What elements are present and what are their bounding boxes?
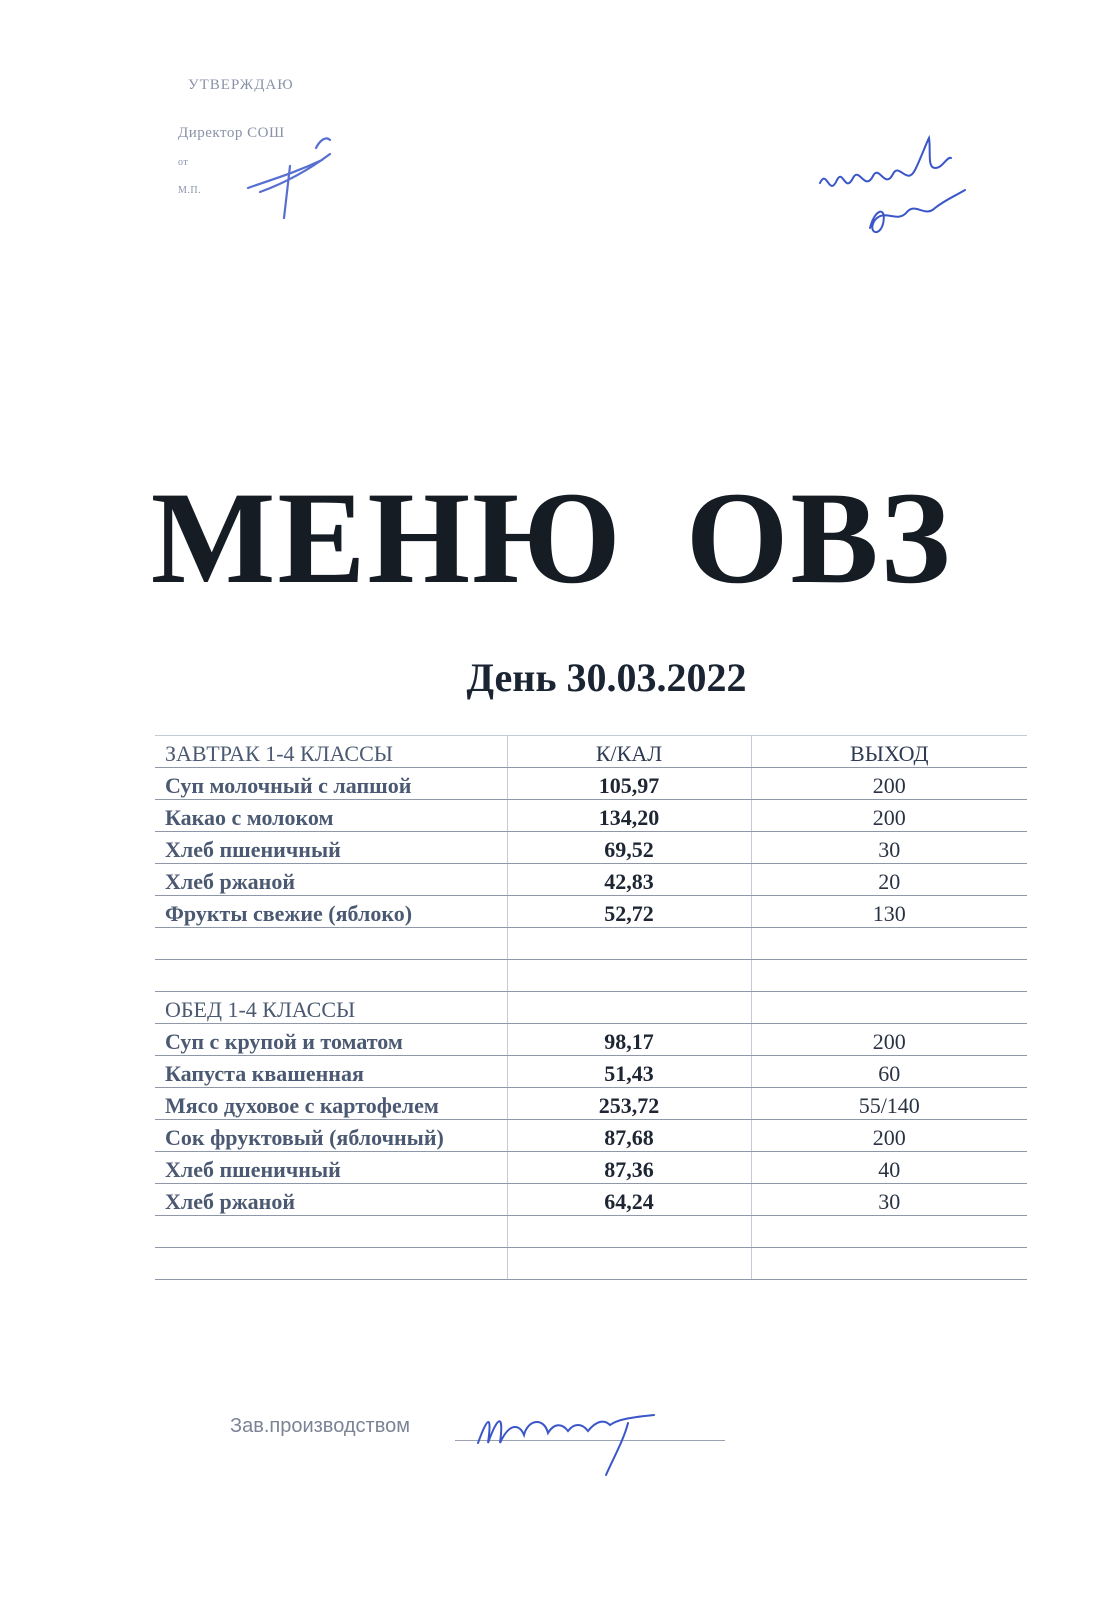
- approval-seal-mark: М.П.: [178, 185, 202, 196]
- table-row: [155, 1216, 1027, 1248]
- table-row: [155, 960, 1027, 992]
- kcal-value: 69,52: [507, 832, 751, 864]
- table-row: [155, 800, 1027, 832]
- table-row: [155, 928, 1027, 960]
- dish-name: [155, 1216, 507, 1248]
- table-section-row: [155, 992, 1027, 1024]
- table-row: [155, 896, 1027, 928]
- kcal-value: 105,97: [507, 768, 751, 800]
- kcal-value: [507, 992, 751, 1024]
- output-value: [751, 992, 1027, 1024]
- kcal-value: К/КАЛ: [507, 736, 751, 768]
- output-value: [751, 1248, 1027, 1280]
- dish-name: Какао с молоком: [155, 800, 507, 832]
- kcal-value: 87,68: [507, 1120, 751, 1152]
- output-value: [751, 960, 1027, 992]
- dish-name: Суп молочный с лапшой: [155, 768, 507, 800]
- output-value: 60: [751, 1056, 1027, 1088]
- approval-position: Директор СОШ: [178, 125, 285, 141]
- dish-name: Хлеб пшеничный: [155, 832, 507, 864]
- output-value: 30: [751, 1184, 1027, 1216]
- dish-name: Сок фруктовый (яблочный): [155, 1120, 507, 1152]
- dish-name: Хлеб ржаной: [155, 1184, 507, 1216]
- output-value: 55/140: [751, 1088, 1027, 1120]
- output-value: [751, 928, 1027, 960]
- dish-name: [155, 960, 507, 992]
- menu-table-body: [155, 736, 1027, 1280]
- approval-date: от: [178, 157, 189, 168]
- kcal-value: [507, 928, 751, 960]
- dish-name: [155, 928, 507, 960]
- output-value: 200: [751, 768, 1027, 800]
- menu-table: [155, 735, 1027, 1280]
- page-title: МЕНЮ ОВЗ: [150, 464, 953, 611]
- table-row: [155, 1152, 1027, 1184]
- dish-name: ЗАВТРАК 1-4 КЛАССЫ: [155, 736, 507, 768]
- table-row: [155, 832, 1027, 864]
- table-header-row: [155, 736, 1027, 768]
- table-row: [155, 1120, 1027, 1152]
- output-value: 200: [751, 800, 1027, 832]
- table-row: [155, 1248, 1027, 1280]
- footer-label: Зав.производством: [230, 1415, 410, 1437]
- kcal-value: 64,24: [507, 1184, 751, 1216]
- dish-name: ОБЕД 1-4 КЛАССЫ: [155, 992, 507, 1024]
- kcal-value: 134,20: [507, 800, 751, 832]
- kcal-value: [507, 1248, 751, 1280]
- production-manager-signature: [458, 1395, 698, 1485]
- dish-name: Хлеб пшеничный: [155, 1152, 507, 1184]
- output-value: 40: [751, 1152, 1027, 1184]
- table-row: [155, 864, 1027, 896]
- kcal-value: 253,72: [507, 1088, 751, 1120]
- output-value: 30: [751, 832, 1027, 864]
- dish-name: Хлеб ржаной: [155, 864, 507, 896]
- table-row: [155, 1056, 1027, 1088]
- handwritten-signature-top: [815, 128, 985, 248]
- kcal-value: 42,83: [507, 864, 751, 896]
- output-value: 20: [751, 864, 1027, 896]
- table-row: [155, 1184, 1027, 1216]
- dish-name: Мясо духовое с картофелем: [155, 1088, 507, 1120]
- kcal-value: [507, 1216, 751, 1248]
- table-row: [155, 1088, 1027, 1120]
- kcal-value: 98,17: [507, 1024, 751, 1056]
- dish-name: Суп с крупой и томатом: [155, 1024, 507, 1056]
- menu-date: День 30.03.2022: [466, 655, 747, 700]
- kcal-value: [507, 960, 751, 992]
- table-row: [155, 768, 1027, 800]
- output-value: [751, 1216, 1027, 1248]
- output-value: 200: [751, 1024, 1027, 1056]
- output-value: 200: [751, 1120, 1027, 1152]
- dish-name: Фрукты свежие (яблоко): [155, 896, 507, 928]
- kcal-value: 51,43: [507, 1056, 751, 1088]
- output-value: 130: [751, 896, 1027, 928]
- table-row: [155, 1024, 1027, 1056]
- director-signature: [230, 110, 350, 230]
- approval-title: УТВЕРЖДАЮ: [188, 77, 294, 93]
- output-value: ВЫХОД: [751, 736, 1027, 768]
- dish-name: Капуста квашенная: [155, 1056, 507, 1088]
- kcal-value: 87,36: [507, 1152, 751, 1184]
- dish-name: [155, 1248, 507, 1280]
- kcal-value: 52,72: [507, 896, 751, 928]
